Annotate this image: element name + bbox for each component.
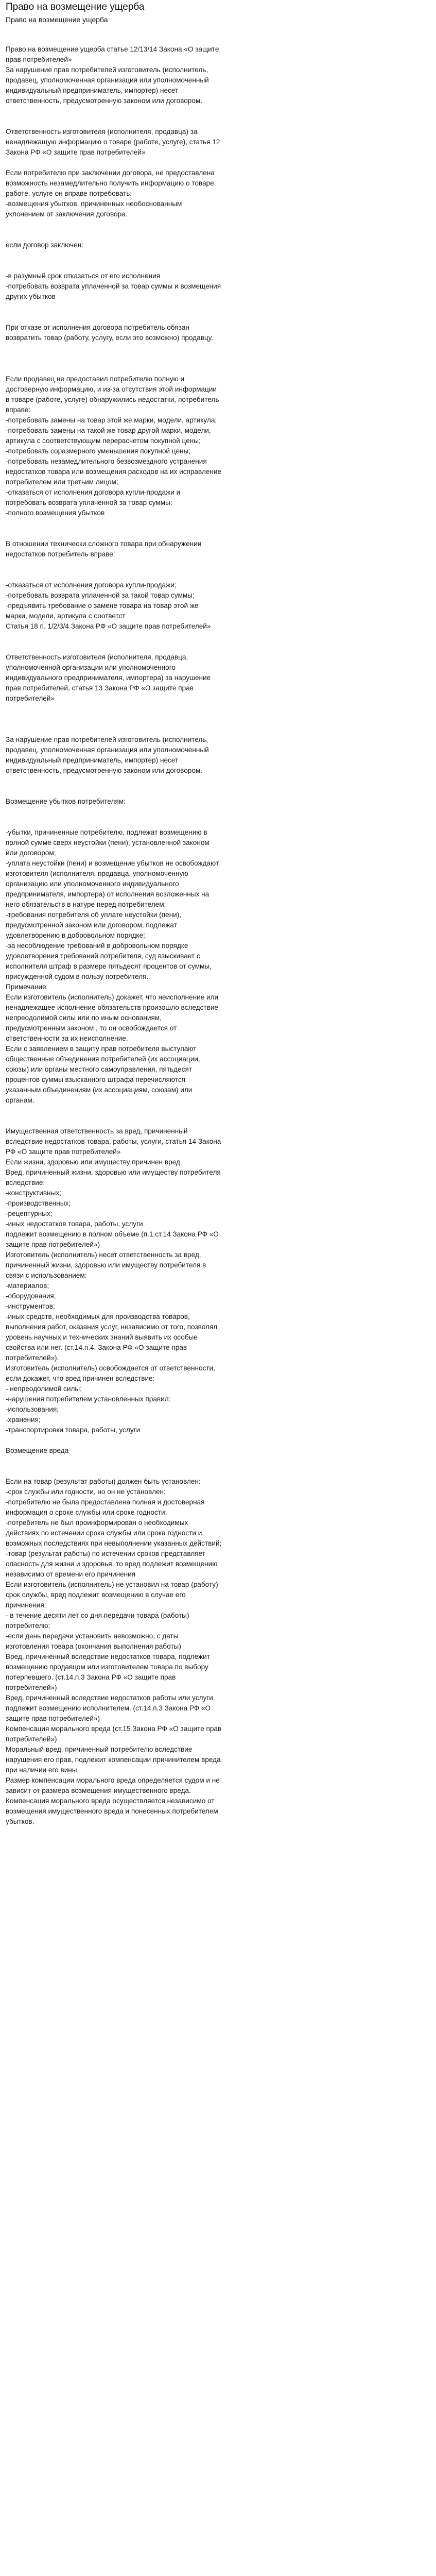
paragraph: Ответственность изготовителя (исполнителя, продавца, уполномоченной организации или уполномоченного индивидуального предпринимателя, импортера) за нарушение прав потребителей, статья 13 Закона РФ «О защите прав потребителей» [6,653,211,702]
blank-line [6,230,222,240]
blank-line [6,34,222,44]
paragraph: -предъявить требование о замене товара на товар этой же марки, модели, артикула с соответст [6,602,199,620]
blank-line [6,776,222,786]
paragraph: -оборудования; [6,1292,56,1300]
paragraph: Вред, причиненный вследствие недостатков работы или услуги, подлежит возмещению исполнителем. (ст.14.п.3 Закона РФ «О защите прав потребителей») [6,1694,215,1722]
paragraph: -отказаться от исполнения договора купли-продажи; [6,581,177,589]
paragraph: если договор заключен: [6,241,83,249]
blank-line [6,343,222,353]
paragraph: Если на товар (результат работы) должен быть установлен: [6,1478,201,1485]
paragraph: -потребовать незамедлительного безвозмездного устранения недостатков товара или возмещения расходов на их исправление потребителем или третьим лицом; [6,457,222,486]
paragraph: -иных средств, необходимых для производства товаров, выполнения работ, оказания услуг, независимо от того, позволял уровень научных и технических знаний выявить их особые свойства или нет. (ст.14.п.4. Закона РФ «О защите прав потребителей»). [6,1313,218,1362]
paragraph: Компенсация морального вреда осуществляется независимо от возмещения имущественного вреда и понесенных потребителем убытков. [6,1797,218,1825]
blank-line [6,570,222,580]
blank-line [6,302,222,312]
paragraph: -потребовать соразмерного уменьшения покупной цены; [6,447,191,455]
paragraph: Размер компенсации морального вреда определяется судом и не зависит от размера возмещения имущественного вреда. [6,1776,220,1794]
blank-line [6,250,222,261]
paragraph: -полного возмещения убытков [6,509,105,517]
paragraph: Вред, причиненный жизни, здоровью или имуществу потребителя вследствие: [6,1168,221,1187]
paragraph: Если изготовитель (исполнитель) докажет, что неисполнение или ненадлежащее исполнение обязательств произошло вследствие непреодолимой силы или по иным основаниям, предусмотренным законом , то он освобождается от ответственности за их неисполнение. [6,993,219,1042]
paragraph: -потребовать возврата уплаченной за товар суммы и возмещения других убытков [6,282,221,300]
blank-line [6,1456,222,1466]
paragraph: -нарушения потребителем установленных правил: [6,1395,171,1403]
paragraph: Право на возмещение ущерба статье 12/13/14 Закона «О защите прав потребителей» [6,45,219,63]
paragraph: -товар (результат работы) по истечении сроков представляет опасность для жизни и здоровья, то вред подлежит возмещению независимо от времени его причинения [6,1550,218,1578]
paragraph: -если день передачи установить невозможно, с даты изготовления товара (окончания выполнения работы) [6,1632,181,1650]
page-title: Право на возмещение ущерба [6,2,145,12]
paragraph: -иных недостатков товара, работы, услуги [6,1220,143,1228]
paragraph: -срок службы или годности, но он не установлен; [6,1488,166,1496]
paragraph: - в течение десяти лет со дня передачи товара (работы) потребителю; [6,1612,189,1630]
paragraph: -потребителю не была предоставлена полная и достоверная информация о сроке службы или сроке годности: [6,1498,205,1516]
paragraph: -хранения; [6,1416,41,1423]
blank-line [6,261,222,271]
blank-line [6,106,222,116]
blank-line [6,116,222,127]
paragraph: Если потребителю при заключении договора, не предоставлена возможность незамедлительно получить информацию о товаре, работе, услуге он вправе потребовать: [6,169,216,197]
paragraph: -использования; [6,1405,59,1413]
paragraph: -рецептурных; [6,1210,53,1217]
blank-line [6,1466,222,1477]
paragraph: -потребовать замены на товар этой же марки, модели, артикула; [6,416,217,424]
blank-line [6,158,222,168]
blank-line [6,219,222,230]
paragraph: -потребитель не был проинформирован о необходимых действиях по истечении срока службы или срока годности и возможных последствиях при невыполнении указанных действий; [6,1519,222,1547]
blank-line [6,353,222,364]
paragraph: -материалов; [6,1282,49,1290]
paragraph: Имущественная ответственность за вред, причиненный вследствие недостатков товара, работы, услуги, статья 14 Закона РФ «О защите прав потребителей» [6,1127,221,1156]
paragraph: -возмещения убытков, причиненных необоснованным уклонением от заключения договора. [6,200,182,218]
blank-line [6,312,222,323]
paragraph: -потребовать возврата уплаченной за такой товар суммы; [6,591,195,599]
paragraph: подлежит возмещению в полном объеме (п.1.ст.14 Закона РФ «О защите прав потребителей») [6,1230,219,1248]
paragraph: -транспортировки товара, работы, услуги [6,1426,141,1434]
paragraph: -отказаться от исполнения договора купли-продажи и потребовать возврата уплаченной за товар суммы; [6,488,181,506]
paragraph: -потребовать замены на такой же товар другой марки, модели, артикула с соответствующим перерасчетом покупной цены; [6,427,211,445]
blank-line [6,364,222,374]
paragraph: -требования потребителя об уплате неустойки (пени), предусмотренной законом или договором, подлежат удовлетворению в добровольном порядке; [6,911,182,939]
paragraph: -убытки, причиненные потребителю, подлежат возмещению в полной сумме сверх неустойки (пени), установленной законом или договором; [6,828,210,857]
blank-line [6,642,222,652]
paragraph: В отношении технически сложного товара при обнаружении недостатков потребитель вправе: [6,540,202,558]
paragraph: Возмещение вреда [6,1447,69,1454]
blank-line [6,807,222,817]
paragraph: Если жизни, здоровью или имуществу причинен вред [6,1158,180,1166]
blank-line [6,529,222,539]
paragraph: За нарушение прав потребителей изготовитель (исполнитель, продавец, уполномоченная организация или уполномоченный индивидуальный предприниматель, импортер) несет ответственность, предусмотренную законом или договором. [6,66,209,105]
blank-line [6,704,222,714]
page-subtitle: Право на возмещение ущерба [6,15,108,24]
paragraph: За нарушение прав потребителей изготовитель (исполнитель, продавец, уполномоченная организация или уполномоченный индивидуальный предприниматель, импортер) несет ответственность, предусмотренную законом или договором. [6,736,209,774]
blank-line [6,714,222,724]
paragraph: -в разумный срок отказаться от его исполнения [6,272,161,280]
paragraph: При отказе от исполнения договора потребитель обязан возвратить товар (работу, услугу, если это возможно) продавцу. [6,324,213,342]
blank-line [6,632,222,642]
paragraph: Если продавец не предоставил потребителю полную и достоверную информацию, и из-за отсутствия этой информации в товаре (работе, услуге) обнаружились недостатки, потребитель вправе: [6,375,219,414]
paragraph: Статья 18 п. 1/2/3/4 Закона РФ «О защите прав потребителей» [6,622,211,630]
blank-line [6,518,222,529]
paragraph: Компенсация морального вреда (ст.15 Закона РФ «О защите прав потребителей») [6,1725,222,1743]
article-body [6,34,222,1827]
paragraph: - непреодолимой силы; [6,1385,82,1393]
paragraph: -за несоблюдение требований в добровольном порядке удовлетворения требований потребителя, суд взыскивает с исполнителя штраф в размере пятьдесят процентов от суммы, присужденной судом в пользу потребителя. [6,942,212,980]
paragraph: -производственных; [6,1199,71,1207]
paragraph: Изготовитель (исполнитель) освобождается от ответственности, если докажет, что вред причинен вследствие: [6,1364,215,1382]
blank-line [6,724,222,735]
paragraph: Если изготовитель (исполнитель) не установил на товар (работу) срок службы, вред подлежит возмещению в случае его причинения: [6,1581,218,1609]
paragraph: Изготовитель (исполнитель) несет ответственность за вред, причиненный жизни, здоровью или имуществу потребителя в связи с использованием: [6,1251,206,1279]
blank-line [6,1106,222,1116]
blank-line [6,1435,222,1446]
paragraph: -конструктивных; [6,1189,61,1197]
paragraph: Возмещение убытков потребителям: [6,798,126,805]
blank-line [6,786,222,796]
paragraph: Моральный вред, причиненный потребителю вследствие нарушения его прав, подлежит компенсации причинителем вреда при наличии его вины. [6,1745,221,1774]
paragraph: Если с заявлением в защиту прав потребителя выступают общественные объединения потребителей (их ассоциации, союзы) или органы местного самоуправления, пятьдесят процентов суммы взысканного штрафа перечисляются указанным объединениям (их ассоциациям, союзам) или органам. [6,1045,200,1104]
blank-line [6,1116,222,1126]
paragraph: -уплата неустойки (пени) и возмещение убытков не освобождают изготовителя (исполнителя, продавца, уполномоченную организацию или уполномоченного индивидуального предпринимателя, импортера) от исполнения возложенных на него обязательств в натуре перед потребителем; [6,859,219,908]
blank-line [6,560,222,570]
paragraph: Примечание [6,983,46,991]
paragraph: -инструментов; [6,1302,55,1310]
paragraph: Вред, причиненный вследствие недостатков товара, подлежит возмещению продавцом или изготовителем товара по выбору потерпевшего. (ст.14.п.3 Закона РФ «О защите прав потребителей») [6,1653,210,1691]
blank-line [6,817,222,827]
paragraph: Ответственность изготовителя (исполнителя, продавца) за ненадлежащую информацию о товаре (работе, услуге), статья 12 Закона РФ «О защите прав потребителей» [6,128,220,156]
